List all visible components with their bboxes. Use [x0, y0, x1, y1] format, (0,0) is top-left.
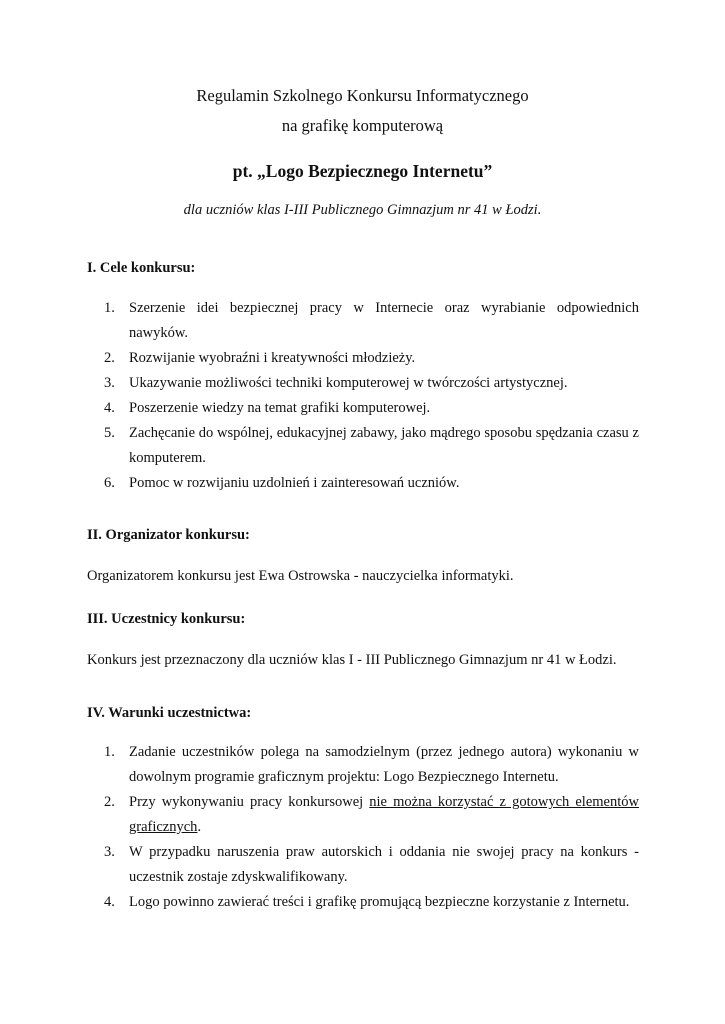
item-number: 4.	[104, 400, 115, 416]
item-text: Rozwijanie wyobraźni i kreatywności młodzieży.	[129, 350, 416, 366]
item-text: Logo powinno zawierać treści i grafikę promującą bezpieczne korzystanie z Internetu.	[129, 894, 630, 910]
list-item	[104, 296, 639, 346]
goals-list	[104, 296, 639, 496]
section-conditions-heading: IV. Warunki uczestnictwa:	[87, 705, 252, 721]
list-item	[104, 421, 639, 471]
item-text: W przypadku naruszenia praw autorskich i oddania nie swojej pracy na konkurs - uczestnik zostaje zdyskwalifikowany.	[129, 844, 639, 885]
item-text: Zadanie uczestników polega na samodzielnym (przez jednego autora) wykonaniu w dowolnym programie graficznym projektu: Logo Bezpiecznego Internetu.	[129, 744, 639, 785]
item-text	[129, 790, 639, 840]
item-text: Ukazywanie możliwości techniki komputerowej w twórczości artystycznej.	[129, 375, 568, 391]
item-text: Zachęcanie do wspólnej, edukacyjnej zabawy, jako mądrego sposobu spędzania czasu z komputerem.	[129, 425, 639, 466]
section-organizer-heading: II. Organizator konkursu:	[87, 527, 250, 543]
item-number: 1.	[104, 744, 115, 760]
title-line-2: na grafikę komputerową	[281, 116, 444, 135]
item-text-end: .	[197, 819, 202, 835]
list-item	[104, 840, 639, 890]
list-item	[104, 890, 639, 915]
underlined-restriction: nie można korzystać z gotowych elementów graficznych	[129, 794, 639, 835]
participants-text: Konkurs jest przeznaczony dla uczniów klas I - III Publicznego Gimnazjum nr 41 w Łodzi.	[87, 652, 617, 668]
audience-line: dla uczniów klas I-III Publicznego Gimnazjum nr 41 w Łodzi.	[183, 202, 542, 218]
section-goals-heading: I. Cele konkursu:	[87, 260, 196, 276]
item-number: 1.	[104, 300, 115, 316]
item-number: 3.	[104, 375, 115, 391]
organizer-text: Organizatorem konkursu jest Ewa Ostrowska - nauczycielka informatyki.	[87, 568, 514, 584]
section-participants-heading: III. Uczestnicy konkursu:	[87, 611, 246, 627]
item-text-start: Przy wykonywaniu pracy konkursowej	[129, 794, 370, 810]
item-number: 2.	[104, 350, 115, 366]
list-item	[104, 396, 639, 421]
item-number: 5.	[104, 425, 115, 441]
item-text: Szerzenie idei bezpiecznej pracy w Internecie oraz wyrabianie odpowiednich nawyków.	[129, 300, 639, 341]
conditions-list	[104, 740, 639, 915]
item-text: Poszerzenie wiedzy na temat grafiki komputerowej.	[129, 400, 431, 416]
list-item	[104, 346, 639, 371]
item-number: 3.	[104, 844, 115, 860]
list-item	[104, 371, 639, 396]
list-item	[104, 740, 639, 790]
list-item	[104, 471, 639, 496]
item-number: 4.	[104, 894, 115, 910]
list-item	[104, 790, 639, 840]
item-number: 2.	[104, 794, 115, 810]
item-text: Pomoc w rozwijaniu uzdolnień i zainteresowań uczniów.	[129, 475, 460, 491]
item-number: 6.	[104, 475, 115, 491]
title-line-1: Regulamin Szkolnego Konkursu Informatycznego	[196, 86, 529, 105]
contest-subtitle: pt. „Logo Bezpiecznego Internetu”	[232, 161, 493, 181]
